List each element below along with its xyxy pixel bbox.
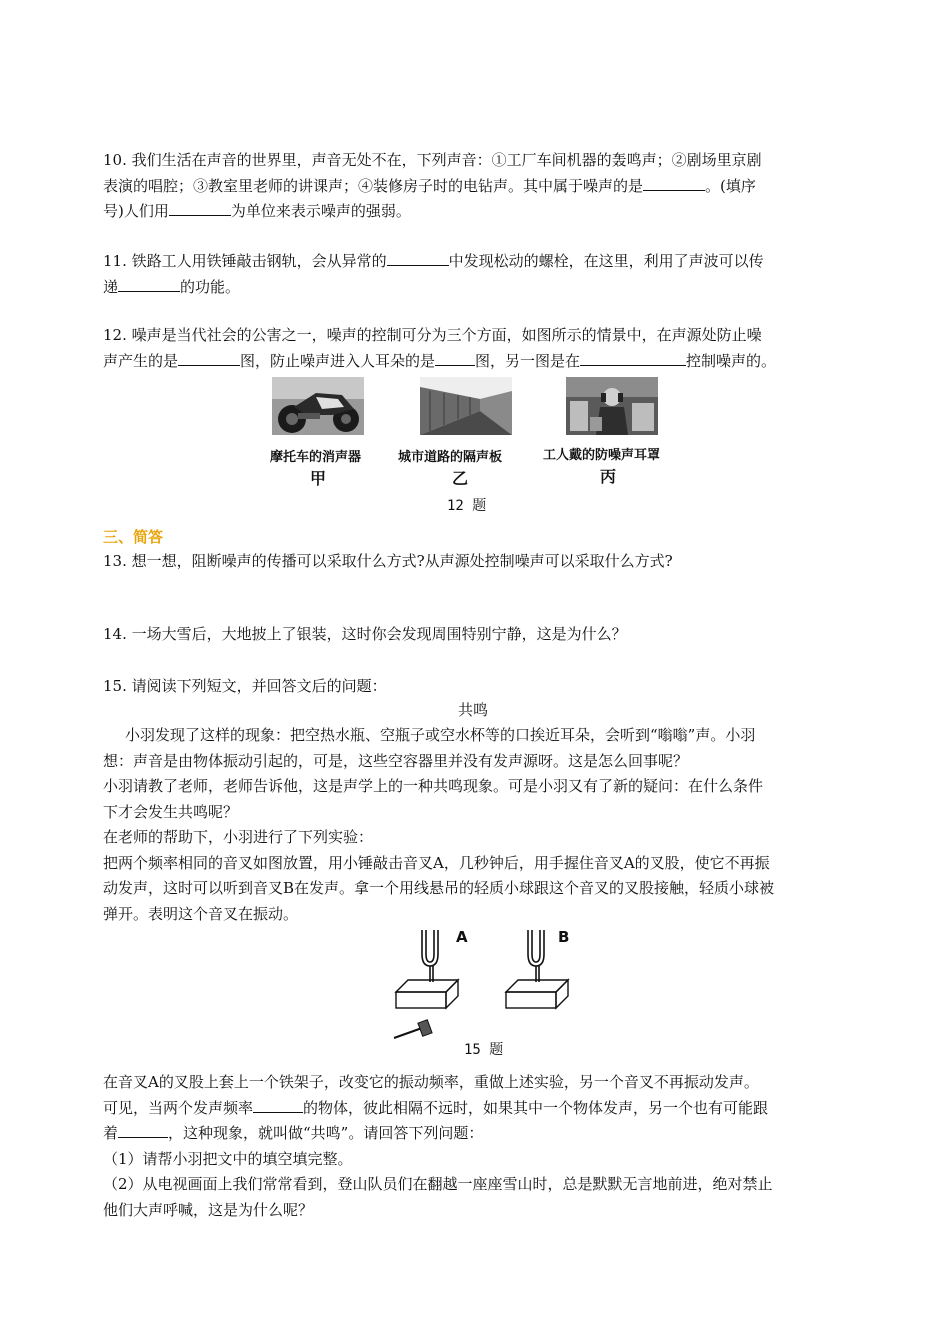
section-heading: 三、简答	[103, 528, 164, 546]
article-title: 共鸣	[458, 701, 489, 719]
q15-paragraph-4a: 把两个频率相同的音叉如图放置，用小锤敲击音叉A，几秒钟后，用手握住音叉A的叉股，使它不再振	[103, 853, 770, 872]
q10-line2: 表演的唱腔；③教室里老师的讲课声；④装修房子时的电钻声。其中属于噪声的是 。(填序	[103, 176, 756, 195]
fork-label-b: B	[558, 928, 570, 946]
noise-barrier-photo	[420, 377, 512, 435]
q11-line2: 递 的功能。	[103, 277, 241, 296]
q15-paragraph-5: 在音叉A的叉股上套上一个铁架子，改变它的振动频率，重做上述实验，另一个音叉不再振动发声。	[103, 1073, 759, 1091]
q15-sub-question-1: （1）请帮小羽把文中的填空填完整。	[103, 1149, 353, 1168]
q15-sub-question-2b: 他们大声呼喊，这是为什么呢？	[103, 1200, 314, 1219]
figure-letter-yi: 乙	[452, 469, 469, 488]
answer-blank[interactable]	[118, 1123, 168, 1138]
answer-blank[interactable]	[435, 351, 475, 366]
q10-line3: 号)人们用 为单位来表示噪声的强弱。	[103, 202, 411, 220]
motorcycle-photo	[272, 377, 364, 435]
fork-label-a: A	[456, 928, 468, 946]
worker-earmuffs-photo	[566, 377, 658, 435]
q15-paragraph-4c: 弹开。表明这个音叉在振动。	[103, 904, 299, 923]
question-14: 14. 一场大雪后，大地披上了银装，这时你会发现周围特别宁静，这是为什么？	[103, 625, 627, 643]
answer-blank[interactable]	[253, 1098, 303, 1113]
tuning-fork-a	[422, 930, 438, 982]
hammer-icon	[394, 1020, 432, 1038]
q12-line1: 12. 噪声是当代社会的公害之一，噪声的控制可分为三个方面，如图所示的情景中，在声源处防止噪	[103, 326, 762, 344]
q11-line1: 11. 铁路工人用铁锤敲击钢轨，会从异常的 中发现松动的螺栓，在这里，利用了声波可以传	[103, 252, 764, 270]
q15-paragraph-2a: 小羽请教了老师，老师告诉他，这是声学上的一种共鸣现象。可是小羽又有了新的疑问：在什么条件	[103, 777, 764, 795]
figure-caption-15: 15 题	[464, 1042, 504, 1058]
answer-blank[interactable]	[118, 277, 180, 292]
q15-paragraph-4b: 动发声，这时可以听到音叉B在发声。拿一个用线悬吊的轻质小球跟这个音叉的叉股接触，轻质小球被	[103, 879, 775, 897]
q12-line2: 声产生的是 图，防止噪声进入人耳朵的是 图，另一图是在 控制噪声的。	[103, 351, 777, 370]
q15-paragraph-1a: 小羽发现了这样的现象：把空热水瓶、空瓶子或空水杯等的口挨近耳朵，会听到“嗡嗡”声。小羽	[125, 726, 756, 744]
question-12	[103, 323, 843, 374]
q10-line1: 10. 我们生活在声音的世界里，声音无处不在，下列声音：①工厂车间机器的轰鸣声；②剧场里京剧	[103, 151, 762, 169]
answer-blank[interactable]	[580, 351, 686, 366]
q15-paragraph-6: 可见，当两个发声频率 的物体，彼此相隔不远时，如果其中一个物体发声，另一个也有可能跟	[103, 1098, 769, 1117]
q15-paragraph-1b: 想：声音是由物体振动引起的，可是，这些空容器里并没有发声源呀。这是怎么回事呢？	[103, 751, 689, 770]
q15-sub-question-2a: （2）从电视画面上我们常常看到，登山队员们在翻越一座座雪山时，总是默默无言地前进，绝对禁止	[103, 1175, 773, 1193]
q15-paragraph-2b: 下才会发生共鸣呢？	[103, 802, 239, 821]
question-15-intro: 15. 请阅读下列短文，并回答文后的问题：	[103, 677, 387, 695]
q15-paragraph-7: 着 ，这种现象，就叫做“共鸣”。请回答下列问题：	[103, 1124, 484, 1142]
resonance-box-a	[396, 980, 458, 1008]
q15-paragraph-3: 在老师的帮助下，小羽进行了下列实验：	[103, 828, 374, 846]
question-13: 13. 想一想，阻断噪声的传播可以采取什么方式?从声源处控制噪声可以采取什么方式?	[103, 552, 673, 570]
question-10	[103, 148, 843, 225]
answer-blank[interactable]	[643, 176, 705, 191]
figure-caption-12: 12 题	[447, 498, 487, 514]
tuning-fork-b	[528, 930, 544, 982]
answer-blank[interactable]	[169, 201, 231, 216]
figure-label-earmuffs: 工人戴的防噪声耳罩	[543, 448, 661, 463]
answer-blank[interactable]	[178, 351, 240, 366]
figure-label-barrier: 城市道路的隔声板	[398, 450, 503, 465]
question-11	[103, 249, 843, 300]
figure-letter-bing: 丙	[600, 467, 617, 486]
q15-continued	[103, 1070, 843, 1223]
figure-letter-jia: 甲	[310, 469, 327, 488]
tuning-fork-figure	[388, 924, 588, 1046]
resonance-box-b	[506, 980, 568, 1008]
figure-label-motorcycle: 摩托车的消声器	[270, 450, 362, 465]
q15-article	[103, 723, 843, 927]
answer-blank[interactable]	[387, 251, 449, 266]
